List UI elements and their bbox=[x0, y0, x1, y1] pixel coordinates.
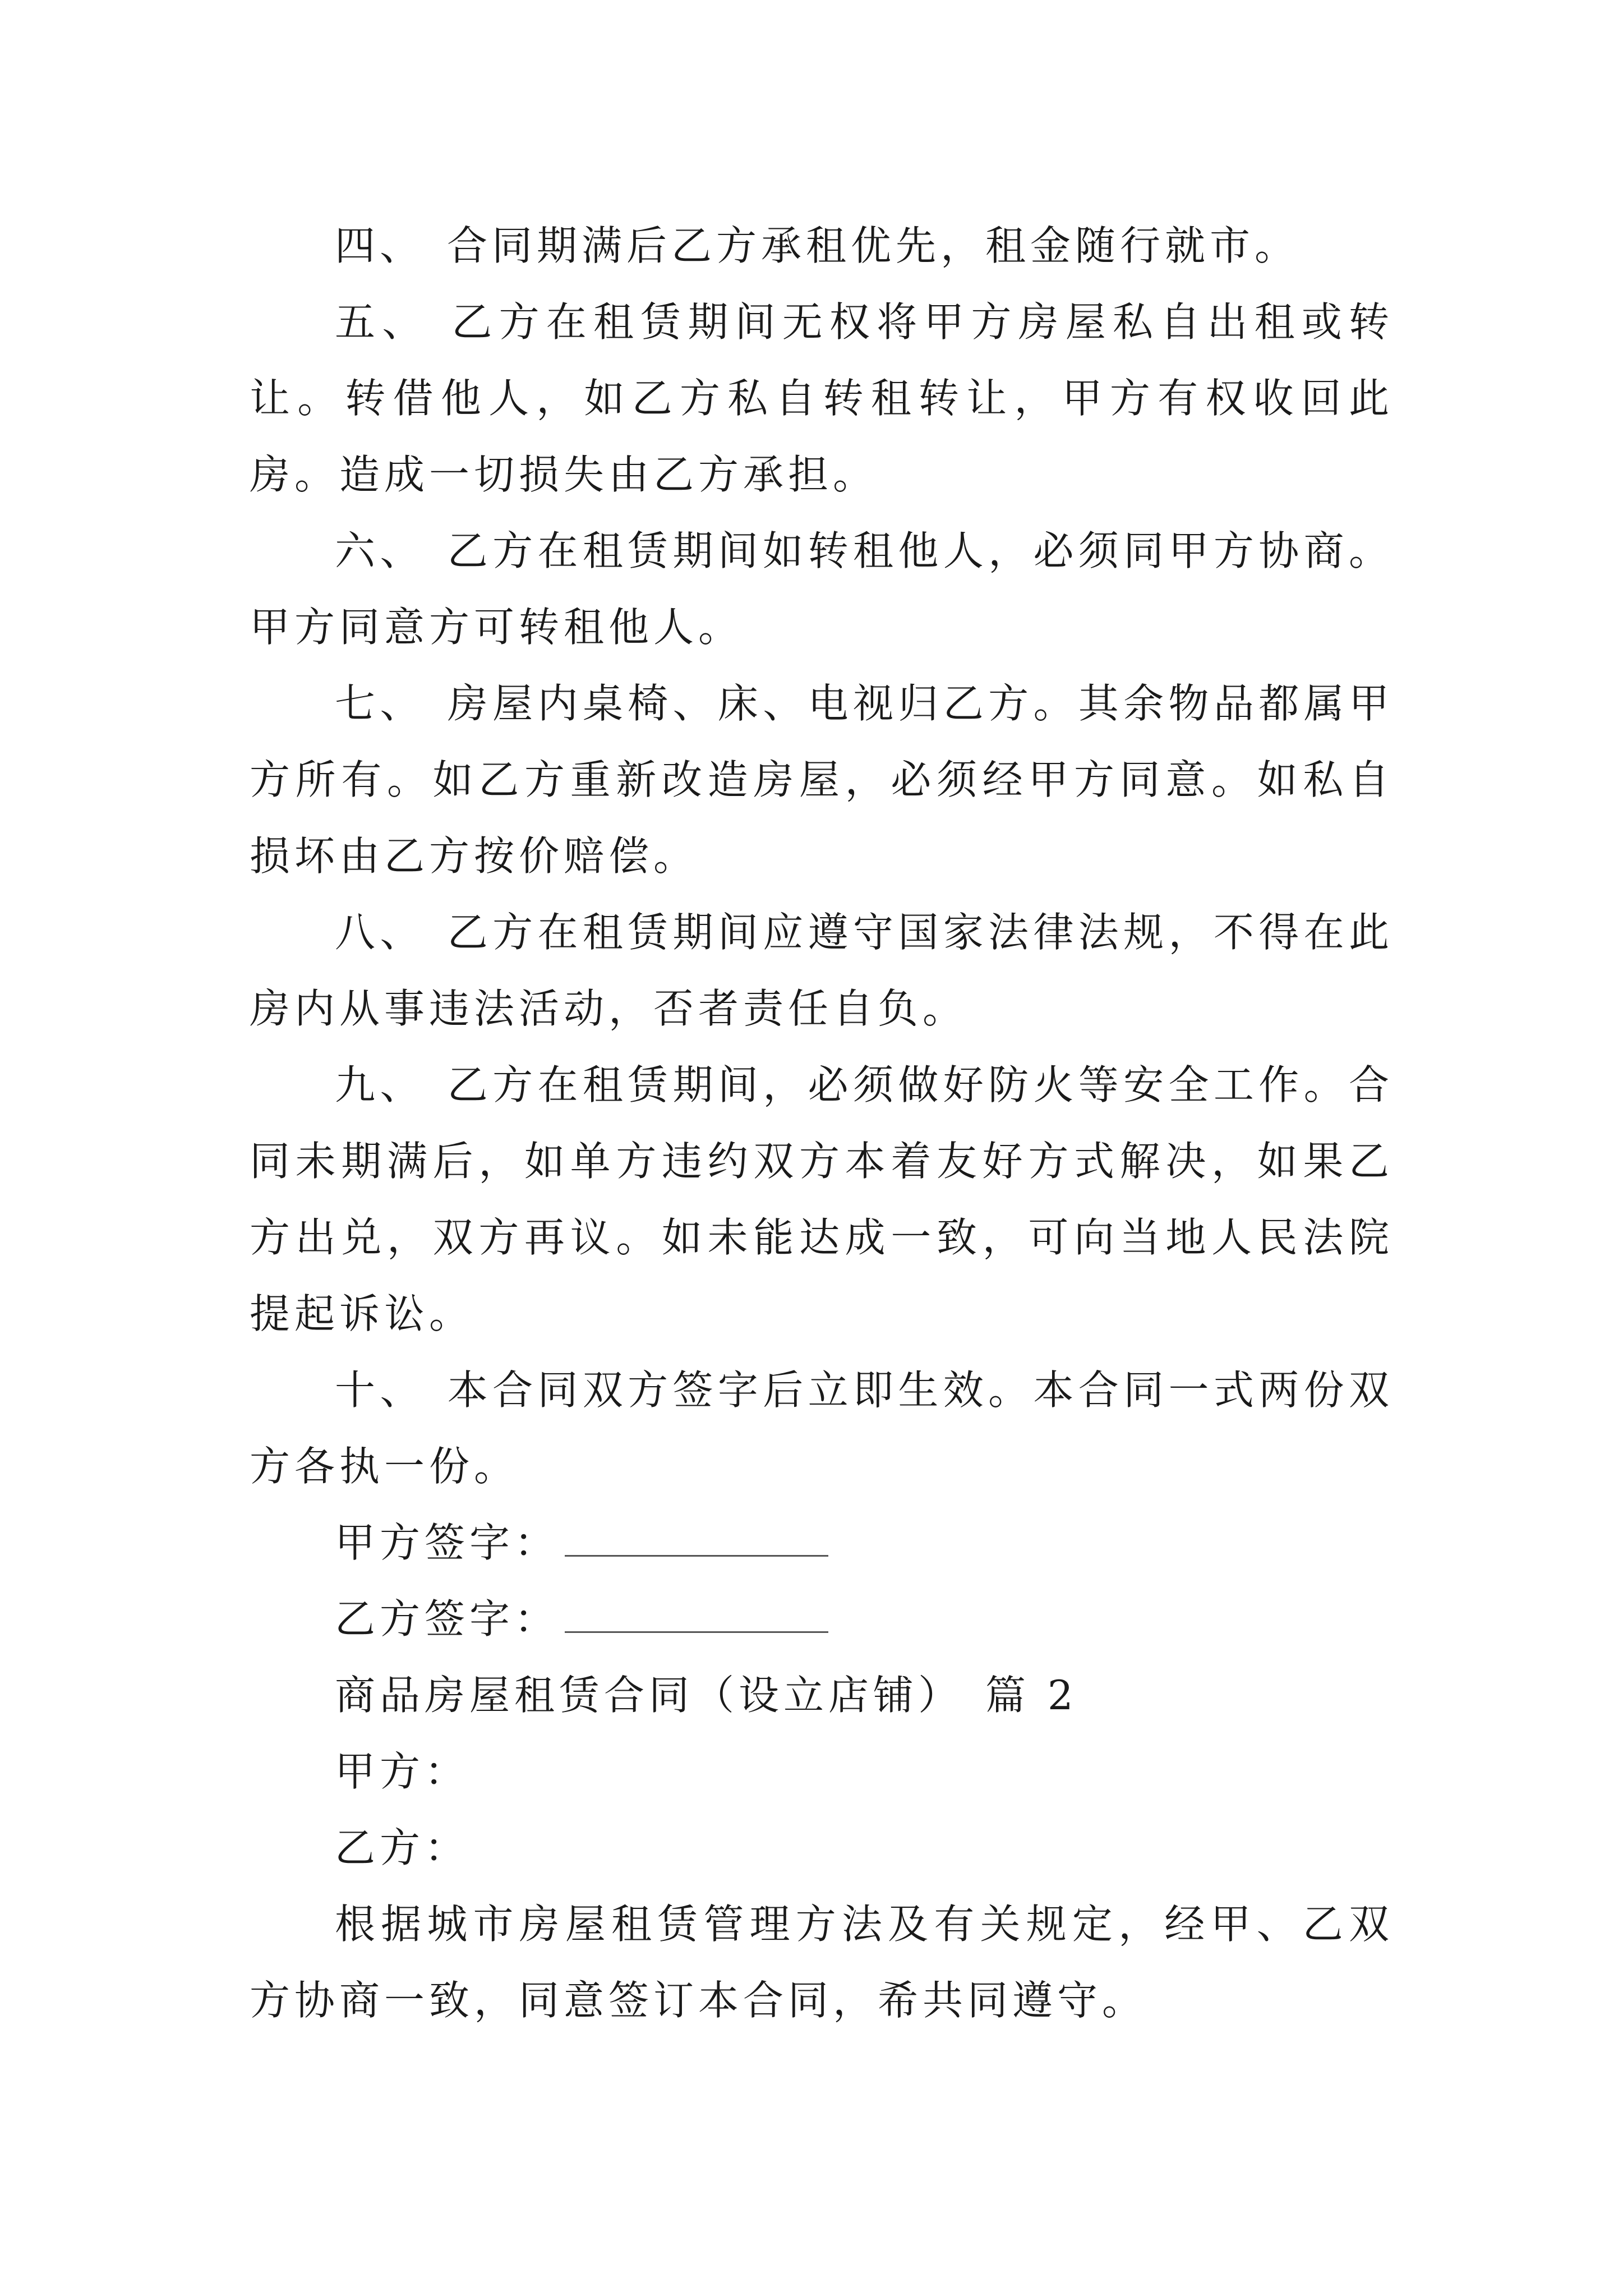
clause-number: 六、 bbox=[335, 527, 425, 574]
section-title bbox=[250, 1657, 1394, 1733]
clause-text: 乙方在租赁期间无权将甲方房屋私自出租或转让。转借他人，如乙方私自转租转让，甲方有权收回此房。造成一切损失由乙方承担。 bbox=[250, 298, 1394, 498]
clause-number: 七、 bbox=[335, 680, 425, 727]
clause-7 bbox=[250, 665, 1394, 894]
clause-6 bbox=[250, 513, 1394, 665]
clause-text: 乙方在租赁期间如转租他人，必须同甲方协商。甲方同意方可转租他人。 bbox=[250, 527, 1394, 651]
clause-number: 十、 bbox=[335, 1366, 425, 1414]
clause-text: 合同期满后乙方承租优先，租金随行就市。 bbox=[447, 222, 1300, 269]
signature-party-a bbox=[250, 1504, 1394, 1581]
clause-5 bbox=[250, 284, 1394, 513]
clause-8 bbox=[250, 894, 1394, 1047]
party-a-line bbox=[250, 1733, 1394, 1810]
document-page bbox=[250, 208, 1394, 2039]
signature-blank-line bbox=[565, 1521, 828, 1557]
clause-number: 八、 bbox=[335, 909, 425, 956]
clause-4 bbox=[250, 208, 1394, 284]
party-a-label: 甲方： bbox=[335, 1748, 470, 1795]
clause-text: 房屋内桌椅、床、电视归乙方。其余物品都属甲方所有。如乙方重新改造房屋，必须经甲方同意。如私自损坏由乙方按价赔偿。 bbox=[250, 680, 1394, 880]
clause-number: 五、 bbox=[335, 298, 430, 346]
intro-text: 根据城市房屋租赁管理方法及有关规定，经甲、乙双方协商一致，同意签订本合同，希共同遵守。 bbox=[250, 1901, 1394, 2024]
signature-blank-line bbox=[565, 1598, 828, 1633]
signature-label: 甲方签字： bbox=[335, 1519, 560, 1566]
signature-label: 乙方签字： bbox=[335, 1595, 560, 1642]
party-b-line bbox=[250, 1810, 1394, 1886]
intro-paragraph bbox=[250, 1886, 1394, 2039]
clause-number: 四、 bbox=[335, 222, 425, 269]
clause-10 bbox=[250, 1352, 1394, 1504]
signature-party-b bbox=[250, 1581, 1394, 1657]
clause-number: 九、 bbox=[335, 1061, 425, 1108]
clause-9 bbox=[250, 1047, 1394, 1352]
section-title-text: 商品房屋租赁合同（设立店铺） bbox=[335, 1672, 963, 1719]
clause-text: 本合同双方签字后立即生效。本合同一式两份双方各执一份。 bbox=[250, 1366, 1394, 1490]
clause-text: 乙方在租赁期间，必须做好防火等安全工作。合同未期满后，如单方违约双方本着友好方式解决，如果乙方出兑，双方再议。如未能达成一致，可向当地人民法院提起诉讼。 bbox=[250, 1061, 1394, 1337]
section-part-label: 篇 2 bbox=[985, 1672, 1078, 1719]
party-b-label: 乙方： bbox=[335, 1824, 470, 1871]
clause-text: 乙方在租赁期间应遵守国家法律法规，不得在此房内从事违法活动，否者责任自负。 bbox=[250, 909, 1394, 1032]
